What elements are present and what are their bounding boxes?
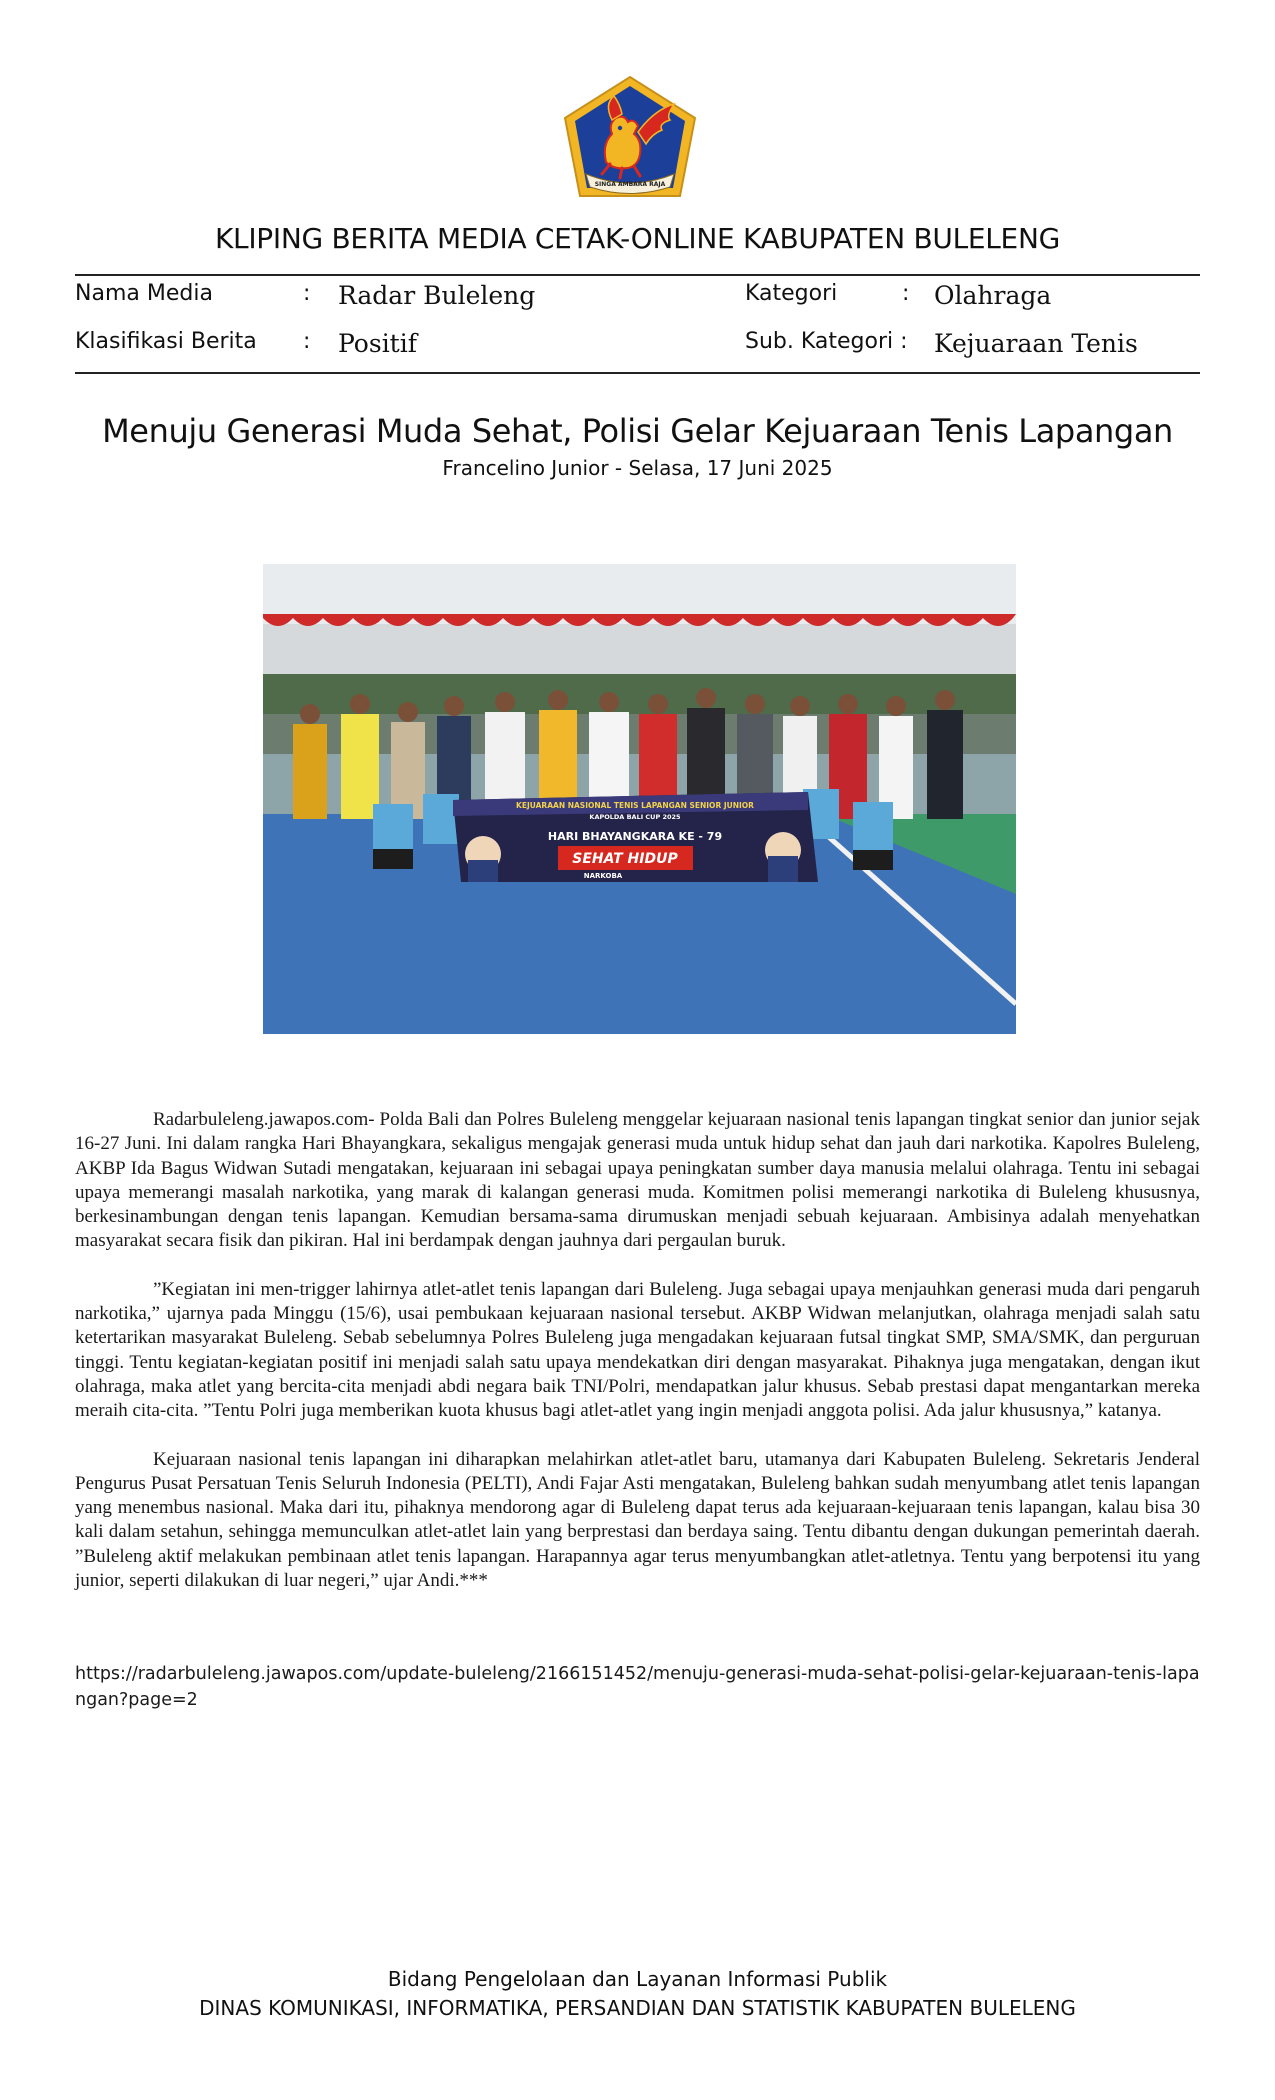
classification-value: Positif: [338, 329, 417, 358]
banner-line-1: KEJUARAAN NASIONAL TENIS LAPANGAN SENIOR JUNIOR: [516, 801, 754, 810]
logo-motto: SINGA AMBARA RAJA: [594, 181, 666, 188]
article-body: [75, 1108, 1200, 1617]
category-label: Kategori: [745, 281, 838, 306]
banner-line-5: NARKOBA: [583, 872, 623, 880]
meta-top-rule: [75, 274, 1200, 276]
media-colon: :: [303, 281, 311, 306]
buleleng-regency-emblem: [562, 74, 698, 200]
article-paragraph-2: ”Kegiatan ini men-trigger lahirnya atlet-atlet tenis lapangan dari Buleleng. Juga sebagai upaya menjauhkan generasi muda dari pengaruh narkotika,” ujarnya pada Minggu (15/6), usai pembukaan kejuaraan nasional tersebut. AKBP Widwan melanjutkan, olahraga menjadi salah satu ketertarikan masyarakat Buleleng. Sebab sebelumnya Polres Buleleng juga mengadakan kejuaraan futsal tingkat SMP, SMA/SMK, dan perguruan tinggi. Tentu kegiatan-kegiatan positif ini menjadi salah satu upaya mendekatkan diri dengan masyarakat. Pihaknya juga mengatakan, dengan ikut olahraga, maka atlet yang bercita-cita menjadi abdi negara baik TNI/Polri, mendapatkan jalur khusus. Sebab prestasi dapat mengantarkan mereka meraih cita-cita. ”Tentu Polri juga memberikan kuota khusus bagi atlet-atlet yang ingin menjadi anggota polisi. Ada jalur khususnya,” katanya.: [75, 1278, 1200, 1422]
meta-bottom-rule: [75, 372, 1200, 374]
media-label: Nama Media: [75, 281, 213, 306]
banner-line-4: SEHAT HIDUP: [572, 851, 678, 867]
category-value: Olahraga: [934, 281, 1052, 310]
source-url[interactable]: https://radarbuleleng.jawapos.com/update-buleleng/2166151452/menuju-generasi-muda-sehat-polisi-gelar-kejuaraan-tenis-lapangan?page=2: [75, 1664, 1200, 1710]
media-value: Radar Buleleng: [338, 281, 536, 310]
article-paragraph-3: Kejuaraan nasional tenis lapangan ini diharapkan melahirkan atlet-atlet baru, utamanya dari Kabupaten Buleleng. Sekretaris Jenderal Pengurus Pusat Persatuan Tenis Seluruh Indonesia (PELTI), Andi Fajar Asti mengatakan, Buleleng bahkan sudah menyumbang atlet tenis lapangan yang menembus nasional. Maka dari itu, pihaknya mendorong agar di Buleleng dapat terus ada kejuaraan-kejuaraan tenis lapangan, kalau bisa 30 kali dalam setahun, sehingga memunculkan atlet-atlet lain yang berprestasi dan berdaya saing. Tentu dibantu dengan dukungan pemerintah daerah. ”Buleleng aktif melakukan pembinaan atlet tenis lapangan. Harapannya agar terus menyumbangkan atlet-atletnya. Tentu yang berpotensi itu yang junior, seperti dilakukan di luar negeri,” ujar Andi.***: [75, 1448, 1200, 1592]
article-headline: Menuju Generasi Muda Sehat, Polisi Gelar Kejuaraan Tenis Lapangan: [102, 412, 1173, 450]
classification-label: Klasifikasi Berita: [75, 329, 257, 354]
clipping-title: KLIPING BERITA MEDIA CETAK-ONLINE KABUPATEN BULELENG: [214, 222, 1060, 255]
category-colon: :: [902, 281, 910, 306]
banner-line-2: KAPOLDA BALI CUP 2025: [589, 813, 681, 821]
article-byline: Francelino Junior - Selasa, 17 Juni 2025: [442, 456, 833, 480]
subcategory-label: Sub. Kategori :: [745, 329, 908, 354]
banner-line-3: HARI BHAYANGKARA KE - 79: [547, 830, 723, 843]
footer-agency: DINAS KOMUNIKASI, INFORMATIKA, PERSANDIAN DAN STATISTIK KABUPATEN BULELENG: [199, 1996, 1076, 2020]
classification-colon: :: [303, 329, 311, 354]
article-paragraph-1: Radarbuleleng.jawapos.com- Polda Bali dan Polres Buleleng menggelar kejuaraan nasional tenis lapangan tingkat senior dan junior sejak 16-27 Juni. Ini dalam rangka Hari Bhayangkara, sekaligus mengajak generasi muda untuk hidup sehat dan jauh dari narkotika. Kapolres Buleleng, AKBP Ida Bagus Widwan Sutadi mengatakan, kejuaraan ini sebagai upaya peningkatan sumber daya manusia melalui olahraga. Tentu ini sebagai upaya memerangi masalah narkotika, yang marak di kalangan generasi muda. Komitmen polisi memerangi narkotika di Buleleng khususnya, berkesinambungan dengan tenis lapangan. Kemudian bersama-sama dirumuskan menjadi sebuah kejuaraan. Ambisinya adalah menyehatkan masyarakat secara fisik dan pikiran. Hal ini berdampak dengan jauhnya dari pergaulan buruk.: [75, 1109, 1200, 1252]
article-photo: [263, 564, 1016, 1034]
footer-division: Bidang Pengelolaan dan Layanan Informasi Publik: [387, 1967, 888, 1991]
subcategory-value: Kejuaraan Tenis: [934, 329, 1138, 358]
